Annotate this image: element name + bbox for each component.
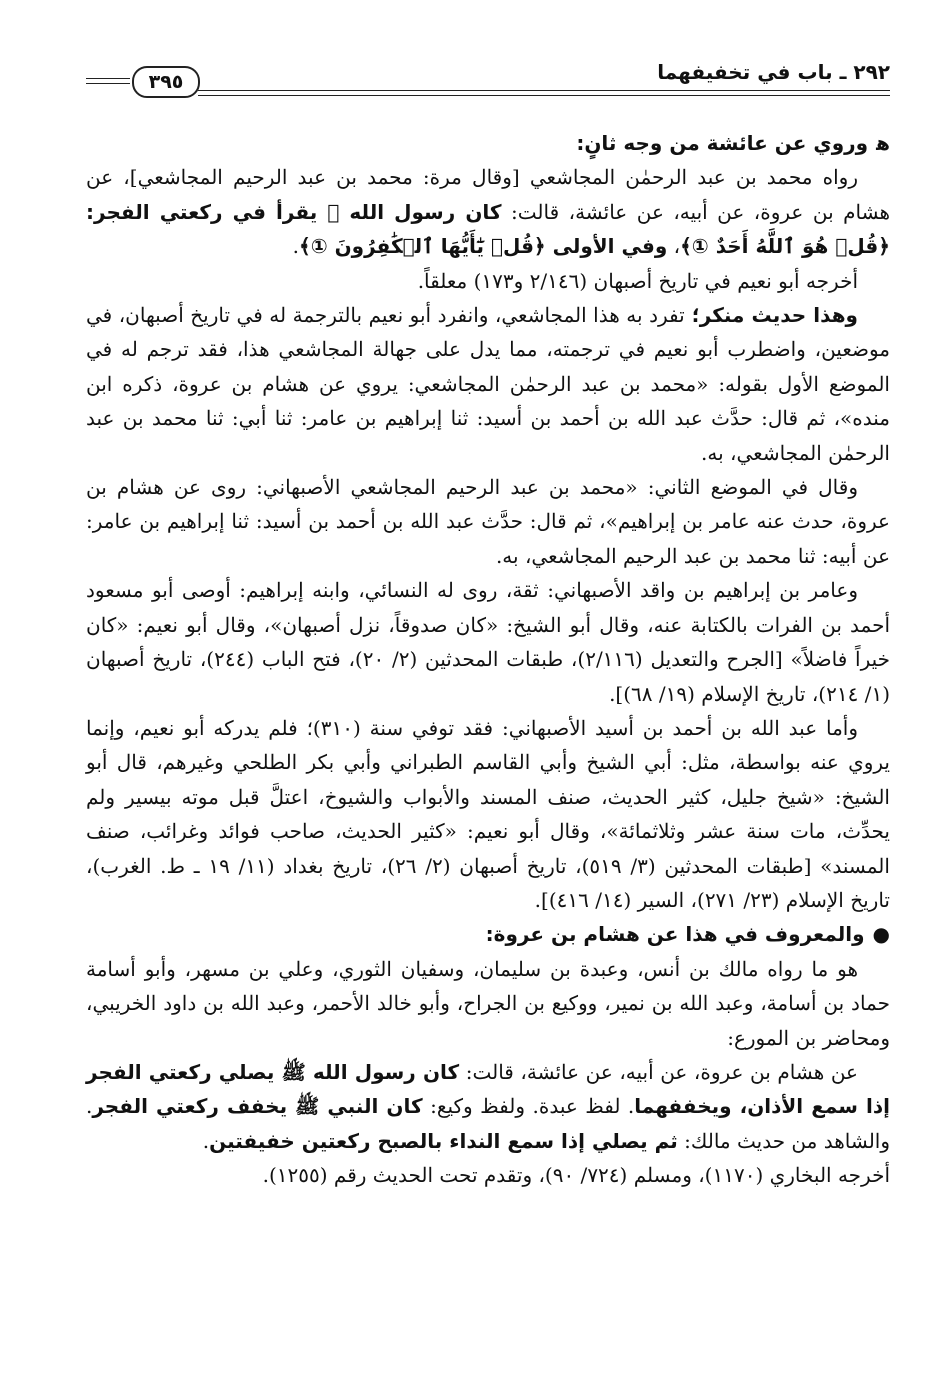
quran-quote: ﴿قُلۡ يَٰٓأَيُّهَا ٱلۡكَٰفِرُونَ ①﴾ [298,234,546,259]
section-heading-text: وروي عن عائشة من وجه ثانٍ: [576,131,869,155]
paragraph-text: ، [667,234,681,259]
section-marker: ● [872,922,890,947]
paragraph [86,160,890,263]
hadith-text: ثم يصلي إذا سمع النداء بالصبح ركعتين خفيفتين [209,1128,678,1153]
paragraph-text: . لفظ عبدة. ولفظ وكيع: [422,1094,635,1119]
header-rule [86,78,130,79]
ruling-text: وهذا حديث منكر؛ [684,303,858,328]
section-heading-text: والمعروف في هذا عن هشام بن عروة: [485,922,865,947]
paragraph-text: تفرد به هذا المجاشعي، وانفرد أبو نعيم بالترجمة له في تاريخ أصبهان، في موضعين، واضطرب أبو نعيم في ترجمته، مما يدل على جهالة المجاشعي هذا، فقد ترجم له في الموضع الأول بقوله: «محمد بن عبد الرحمٰن المجاشعي: يروي عن هشام بن عروة، ذكره ابن منده»، ثم قال: حدَّث عبد الله بن أحمد بن أسيد: ثنا إبراهيم بن عامر: ثنا أبي: ثنا محمد بن عبد الرحمٰن المجاشعي، به. [86,303,891,465]
header-rule [198,90,890,91]
paragraph: وقال في الموضع الثاني: «محمد بن عبد الرحيم المجاشعي الأصبهاني: روى عن هشام بن عروة، حدث عنه عامر بن إبراهيم»، ثم قال: حدَّث عبد الله بن أحمد بن أسيد: ثنا إبراهيم بن عامر: عن أبيه: ثنا محمد بن عبد الرحيم المجاشعي، به. [86,475,890,568]
section-heading [86,126,890,160]
paragraph [86,298,890,470]
paragraph-text: . [202,1128,210,1153]
running-title: ٢٩٢ ـ باب في تخفيفهما [657,60,890,84]
hadith-text: كان رسول الله ﷺ يصلي ركعتي الفجر إذا سمع الأذان، ويخففهما [86,1059,891,1119]
paragraph-text: عن هشام بن عروة، عن أبيه، عن عائشة، قالت: [459,1059,858,1084]
paragraph: وأما عبد الله بن أحمد بن أسيد الأصبهاني: فقد توفي سنة (٣١٠)؛ فلم يدركه أبو نعيم، وإنما يروي عنه بواسطة، مثل: أبي الشيخ وأبي القاسم الطبراني وأبي بكر الطلحي وغيرهم، قال أبو الشيخ: «شيخ جليل، كثير الحديث، صنف المسند والأبواب والشيوخ، اعتلَّ قبل موته بيسير ولم يحدِّث، مات سنة عشر وثلاثمائة»، وقال أبو نعيم: «كثير الحديث، صاحب فوائد وغرائب، صنف المسند» [طبقات المحدثين (٣/ ٥١٩)، تاريخ أصبهان (٢/ ٢٦)، تاريخ بغداد (١١/ ١٩ ـ ط. الغرب)، تاريخ الإسلام (٢٣/ ٢٧١)، السير (١٤/ ٤١٦)]. [86,715,890,912]
paragraph [86,1055,890,1158]
paragraph-text: رواه محمد بن عبد الرحمٰن المجاشعي [وقال مرة: محمد بن عبد الرحيم المجاشعي]، عن هشام بن عروة، عن أبيه، عن عائشة، قالت: [86,165,890,224]
section-heading [86,917,890,951]
paragraph: هو ما رواه مالك بن أنس، وعبدة بن سليمان، وسفيان الثوري، وعلي بن مسهر، وأبو أسامة حماد بن أسامة، وعبد الله بن نمير، ووكيع بن الجراح، وأبو خالد الأحمر، وعبد الله بن داود الخريبي، ومحاضر بن المورع: [86,956,890,1050]
hadith-text: كان النبي ﷺ يخفف ركعتي الفجر [92,1094,423,1119]
header-rule [86,83,130,84]
paragraph-text: . والشاهد من حديث مالك: [86,1094,890,1153]
hadith-text: وفي الأولى [545,234,668,259]
paragraph: أخرجه البخاري (١١٧٠)، ومسلم (٧٢٤/ ٩٠)، وتقدم تحت الحديث رقم (١٢٥٥). [262,1163,890,1188]
paragraph: وعامر بن إبراهيم بن واقد الأصبهاني: ثقة، روى له النسائي، وابنه إبراهيم: أوصى أبو مسعود أحمد بن الفرات بالكتابة عنه، وقال أبو الشيخ: «كان صدوقاً، نزل أصبهان»، وقال أبو نعيم: «كان خيراً فاضلاً» [الجرح والتعديل (٢/١١٦)، طبقات المحدثين (٢/ ٢٠)، فتح الباب (٢٤٤)، تاريخ أصبهان (١/ ٢١٤)، تاريخ الإسلام (١٩/ ٦٨)]. [86,578,890,706]
page-header [86,56,890,106]
header-rule [198,95,890,96]
quran-quote: ﴿قُلۡ هُوَ ٱللَّهُ أَحَدٌ ①﴾ [680,234,890,259]
page-number: ٣٩٥ [132,66,200,98]
paragraph: أخرجه أبو نعيم في تاريخ أصبهان (٢/١٤٦ و١٧٣) معلقاً. [417,268,858,293]
paragraph-text: . [292,234,299,259]
hadith-text: كان رسول الله ﷺ يقرأ في ركعتي الفجر: [86,199,502,224]
page-body [86,126,890,1193]
section-marker: ﻫ [876,131,890,155]
